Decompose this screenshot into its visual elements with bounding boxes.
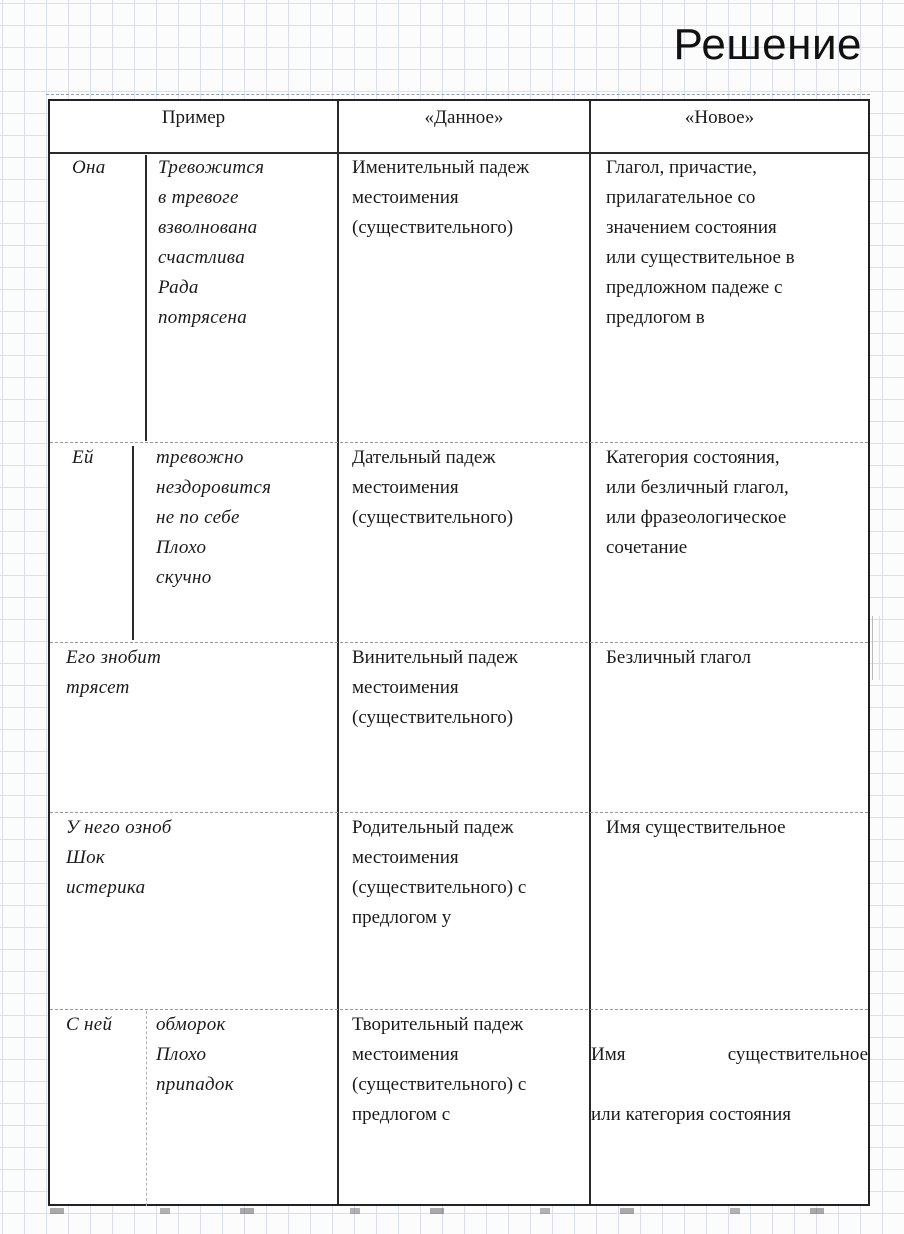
given-cell: Творительный падеж местоимения (существительного) с предлогом с	[352, 1014, 527, 1125]
page-title: Решение	[673, 20, 862, 69]
scan-edge-side	[872, 616, 880, 680]
new-cell-line: или категория состояния	[591, 1104, 792, 1125]
example-subdivider	[145, 155, 147, 441]
new-cell: Глагол, причастие, прилагательное со значением состояния или существительное в предложном падеже с предлогом в	[606, 157, 795, 328]
example-subdivider	[132, 446, 134, 640]
column-divider	[337, 101, 339, 1204]
given-cell: Родительный падеж местоимения (существительного) с предлогом у	[352, 817, 527, 928]
given-cell: Винительный падеж местоимения (существительного)	[352, 647, 518, 728]
grammar-table	[48, 99, 870, 1206]
example-subject: Она	[72, 157, 106, 178]
scan-edge-top	[46, 94, 870, 96]
new-cell: Имя существительное	[606, 817, 786, 838]
example-subject: Ей	[72, 447, 94, 468]
given-cell: Дательный падеж местоимения (существительного)	[352, 447, 514, 528]
new-cell-line	[591, 1040, 868, 1070]
given-cell: Именительный падеж местоимения (существительного)	[352, 157, 530, 238]
new-cell: Категория состояния, или безличный глагол, или фразеологическое сочетание	[606, 447, 789, 558]
header-given: «Данное»	[424, 107, 504, 128]
example-text: Его знобит трясет	[66, 647, 162, 698]
example-text: У него озноб Шок истерика	[66, 817, 172, 898]
new-cell	[591, 1010, 868, 1160]
header-new: «Новое»	[684, 107, 755, 128]
example-subject: С ней	[66, 1014, 113, 1035]
new-cell-word: существительное	[727, 1044, 868, 1065]
scan-edge-bottom	[50, 1208, 870, 1214]
header-example: Пример	[161, 107, 226, 128]
example-subdivider	[146, 1011, 147, 1206]
example-predicates: обморок Плохо припадок	[156, 1014, 234, 1095]
example-predicates: тревожно нездоровится не по себе Плохо скучно	[156, 447, 272, 588]
example-predicates: Тревожится в тревоге взволнована счастлива Рада потрясена	[158, 157, 265, 328]
new-cell: Безличный глагол	[606, 647, 751, 668]
new-cell-word: Имя	[591, 1044, 626, 1065]
